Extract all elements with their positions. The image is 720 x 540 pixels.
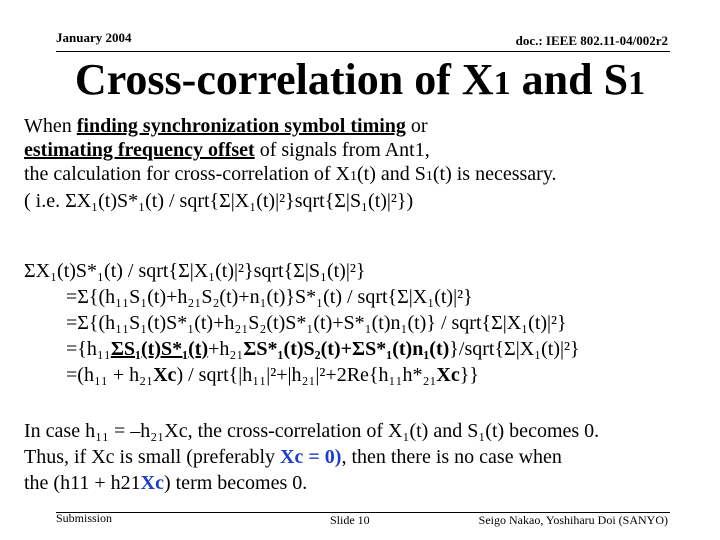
header-date: January 2004: [56, 30, 132, 45]
intro-subscript: 1: [425, 169, 433, 184]
conclusion-highlight: Xc: [140, 472, 164, 494]
header-doc-id: doc.: IEEE 802.11-04/002r2: [515, 33, 668, 48]
intro-text: of signals from Ant1,: [254, 139, 430, 161]
title-middle: and S: [510, 55, 629, 104]
intro-paragraph: [24, 114, 714, 213]
conclusion-text: the (h11 + h21: [24, 472, 141, 494]
conclusion-highlight: Xc = 0): [280, 446, 342, 468]
footer-authors: Seigo Nakao, Yoshiharu Doi (SANYO): [478, 513, 668, 527]
header-rule: [56, 51, 670, 52]
intro-line-3: [24, 162, 714, 189]
equation-emphasis: Xc: [436, 364, 460, 386]
equation-line-1: ΣX₁(t)S*₁(t) / sqrt{Σ|X₁(t)|²}sqrt{Σ|S₁(t)|²}: [24, 260, 366, 282]
intro-text: (t) is necessary.: [432, 163, 557, 185]
conclusion-text: Thus, if Xc is small (preferably: [24, 446, 281, 468]
equation-part: }}: [459, 364, 479, 386]
intro-line-1: [24, 114, 714, 138]
conclusion-text: ) term becomes 0.: [163, 472, 308, 494]
equation-emphasis: Xc: [153, 364, 177, 386]
intro-text: or: [405, 115, 428, 137]
equation-line-4: [24, 336, 580, 362]
title-sub-2: 1: [628, 65, 646, 102]
equation-part: =(h₁₁ + h₂₁: [66, 364, 154, 386]
intro-emphasis: finding synchronization symbol timing: [76, 115, 406, 137]
equation-line-3: =Σ{(h₁₁S₁(t)S*₁(t)+h₂₁S₂(t)S*₁(t)+S*₁(t)n₁(t)} / sqrt{Σ|X₁(t)|²}: [66, 312, 567, 334]
equation-part: +h₂₁: [208, 338, 244, 360]
conclusion-line-2: [24, 444, 599, 470]
title-sub-1: 1: [493, 65, 511, 102]
intro-line-4: ( i.e. ΣX₁(t)S*₁(t) / sqrt{Σ|X₁(t)|²}sqrt{Σ|S₁(t)|²}): [24, 190, 414, 212]
footer-slide-number: Slide 10: [330, 513, 370, 527]
footer-submission: Submission: [56, 511, 113, 525]
intro-line-2: [24, 138, 714, 162]
intro-subscript: 1: [349, 169, 357, 184]
equation-part: ) / sqrt{|h₁₁|²+|h₂₁|²+2Re{h₁₁h*₂₁: [176, 364, 437, 386]
conclusion-paragraph: [24, 418, 599, 496]
slide-title: [0, 54, 720, 105]
conclusion-line-3: [24, 470, 599, 496]
equation-emphasis: ΣS₁(t)S*₁(t): [110, 338, 209, 360]
equation-part: }/sqrt{Σ|X₁(t)|²}: [449, 338, 580, 360]
equation-line-5: [24, 362, 580, 388]
intro-text: (t) and S: [356, 163, 426, 185]
equation-block: [24, 258, 580, 388]
equation-part: ={h₁₁: [66, 338, 111, 360]
intro-emphasis: estimating frequency offset: [24, 139, 255, 161]
intro-text: When: [24, 115, 77, 137]
conclusion-line-1: In case h₁₁ = –h₂₁Xc, the cross-correlation of X₁(t) and S₁(t) becomes 0.: [24, 420, 600, 442]
equation-emphasis: ΣS*₁(t)S₂(t)+ΣS*₁(t)n₁(t): [243, 338, 450, 360]
intro-text: the calculation for cross-correlation of X: [24, 163, 350, 185]
conclusion-text: , then there is no case when: [341, 446, 562, 468]
title-prefix: Cross-correlation of X: [74, 55, 494, 104]
equation-line-2: =Σ{(h₁₁S₁(t)+h₂₁S₂(t)+n₁(t)}S*₁(t) / sqrt{Σ|X₁(t)|²}: [66, 286, 473, 308]
